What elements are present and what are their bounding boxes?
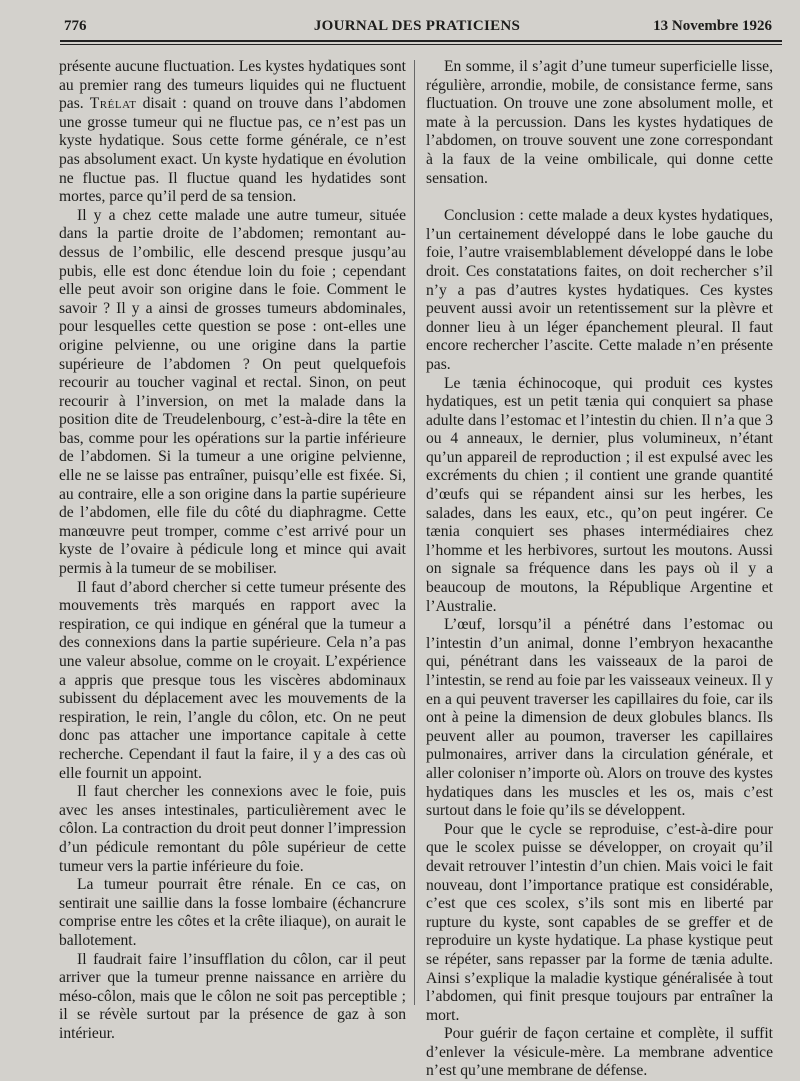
paragraph: Pour que le cycle se reproduise, c’est-à-dire pour que le scolex puisse se développer, on croyait qu’il devait retrouver l’intestin d’un chien. Mais voici le fait nouveau, dont l’importance pratique est considérable, c’est que ces scolex, s’ils sont mis en liberté par rupture du kyste, sont capables de se greffer et de reproduire un kyste hydatique. La phase kystique peut se répéter, sans repasser par la forme de tænia adulte. Ainsi s’explique la maladie kystique généralisée à tout l’abdomen, qui finit presque toujours par entraîner la mort. xyxy=(426,820,773,1024)
author-name: Trélat xyxy=(89,95,137,113)
issue-date: 13 Novembre 1926 xyxy=(653,18,772,34)
paragraph: L’œuf, lorsqu’il a pénétré dans l’estomac ou l’intestin d’un animal, donne l’embryon hexacanthe qui, pénétrant dans les vaisseaux de la paroi de l’intestin, se rend au foie par les vaisseaux veineux. Il y en a qui peuvent traverser les capillaires du foie, car ils ont à peine la dimension de deux globules blancs. Ils peuvent aller au poumon, traverser les capillaires pulmonaires, arriver dans la circulation générale, et aller coloniser n’importe où. Alors on trouve des kystes hydatiques dans les muscles et les os, mais c’est surtout dans le foie qu’ils se développent. xyxy=(426,616,773,820)
right-column xyxy=(426,58,773,1081)
paragraph: En somme, il s’agit d’une tumeur superficielle lisse, régulière, arrondie, mobile, de consistance ferme, sans fluctuation. On trouve une zone absolument molle, et mate à la percussion. Dans les kystes hydatiques de l’abdomen, on trouve souvent une zone correspondant à la faux de la veine ombilicale, qui donne cette sensation. xyxy=(426,58,773,187)
journal-title: JOURNAL DES PRATICIENS xyxy=(313,18,521,34)
page-header xyxy=(62,14,772,40)
left-column xyxy=(59,58,406,1043)
paragraph: présente aucune fluctuation. Les kystes hydatiques sont au premier rang des tumeurs liquides qui ne fluctuent pas. Trélat disait : quand on trouve dans l’abdomen une grosse tumeur qui ne fluctue pas, ce n’est pas un kyste hydatique. Sous cette forme générale, ce n’est pas absolument exact. Un kyste hydatique en évolution ne fluctue pas. Il fluctue quand les hydatides sont mortes, parce qu’il perd de sa tension. xyxy=(59,58,406,206)
header-rule-thin xyxy=(60,44,782,45)
page-number: 776 xyxy=(64,18,87,34)
paragraph: Le tænia échinocoque, qui produit ces kystes hydatiques, est un petit tænia qui conquiert sa phase adulte dans l’estomac et l’intestin du chien. Il n’a que 3 ou 4 anneaux, le dernier, plus volumineux, n’étant qu’un appareil de reproduction ; il est expulsé avec les excréments du chien ; il contient une grande quantité d’œufs qui se répandent ainsi sur les herbes, les salades, dans les eaux, etc., qu’on peut ingérer. Ce tænia conquiert ses phases intermédiaires chez l’homme et les herbivores, surtout les moutons. Aussi on signale sa fréquence dans les pays où il y a beaucoup de moutons, la République Argentine et l’Australie. xyxy=(426,374,773,615)
paragraph: Pour guérir de façon certaine et complète, il suffit d’enlever la vésicule-mère. La membrane adventice n’est qu’une membrane de défense. xyxy=(426,1025,773,1080)
conclusion-paragraph: Conclusion : cette malade a deux kystes hydatiques, l’un certainement développé dans le lobe gauche du foie, l’autre vraisemblablement développé dans le lobe droit. Ces constatations faites, on doit rechercher s’il n’y a pas d’autres kystes hydatiques. Ces kystes peuvent aussi avoir un retentissement sur la plèvre et donner lieu à un léger épanchement pleural. Il faut encore rechercher l’ascite. Cette malade n’en présente pas. xyxy=(426,207,773,373)
paragraph: Il faut chercher les connexions avec le foie, puis avec les anses intestinales, particulièrement avec le côlon. La contraction du droit peut donner l’impression d’un pédicule remontant du pôle supérieur de cette tumeur vers la partie inférieure du foie. xyxy=(59,783,406,875)
paragraph: La tumeur pourrait être rénale. En ce cas, on sentirait une saillie dans la fosse lombaire (échancrure comprise entre les côtes et la crête iliaque), on aurait le ballotement. xyxy=(59,876,406,949)
paragraph: Il y a chez cette malade une autre tumeur, située dans la partie droite de l’abdomen; remontant au-dessus de l’ombilic, elle descend presque jusqu’au pubis, elle est donc étendue loin du foie ; cependant elle peut avoir son origine dans le foie. Comment le savoir ? Il y a ainsi de grosses tumeurs abdominales, pour lesquelles cette question se pose : ont-elles une origine pelvienne, ou une origine dans la partie supérieure de l’abdomen ? On peut quelquefois recourir au toucher vaginal et rectal. Sinon, on peut recourir à l’inversion, on met la malade dans la position dite de Treudelenbourg, c’est-à-dire la tête en bas, comme pour les opérations sur la partie inférieure de l’abdomen. Si la tumeur a une origine pelvienne, elle ne se laisse pas entraîner, puisqu’elle est fixée. Si, au contraire, elle a son origine dans la partie supérieure de l’abdomen, elle file du côté du diaphragme. Cette manœuvre peut tromper, comme c’est arrivé pour un kyste de l’ovaire à pédicule long et mince qui avait permis à la tumeur de se mobiliser. xyxy=(59,206,406,578)
paragraph: Il faudrait faire l’insufflation du côlon, car il peut arriver que la tumeur prenne naissance en arrière du méso-côlon, mais que le côlon ne soit pas perceptible ; il se révèle surtout par la présence de gaz à son intérieur. xyxy=(59,950,406,1042)
column-divider xyxy=(414,60,415,1005)
paragraph: Il faut d’abord chercher si cette tumeur présente des mouvements très marqués en rapport avec la respiration, ce qui indique en général que la tumeur a des connexions dans la partie supérieure. Cela n’a pas une valeur absolue, comme on le croyait. L’expérience a appris que presque tous les viscères abdominaux subissent du déplacement avec les mouvements de la respiration, le rein, l’angle du côlon, etc. On ne peut donc pas attacher une importance capitale à cette recherche. Cependant il faut la faire, il y a des cas où elle fournit un appoint. xyxy=(59,578,406,782)
header-rule-thick xyxy=(60,40,782,42)
